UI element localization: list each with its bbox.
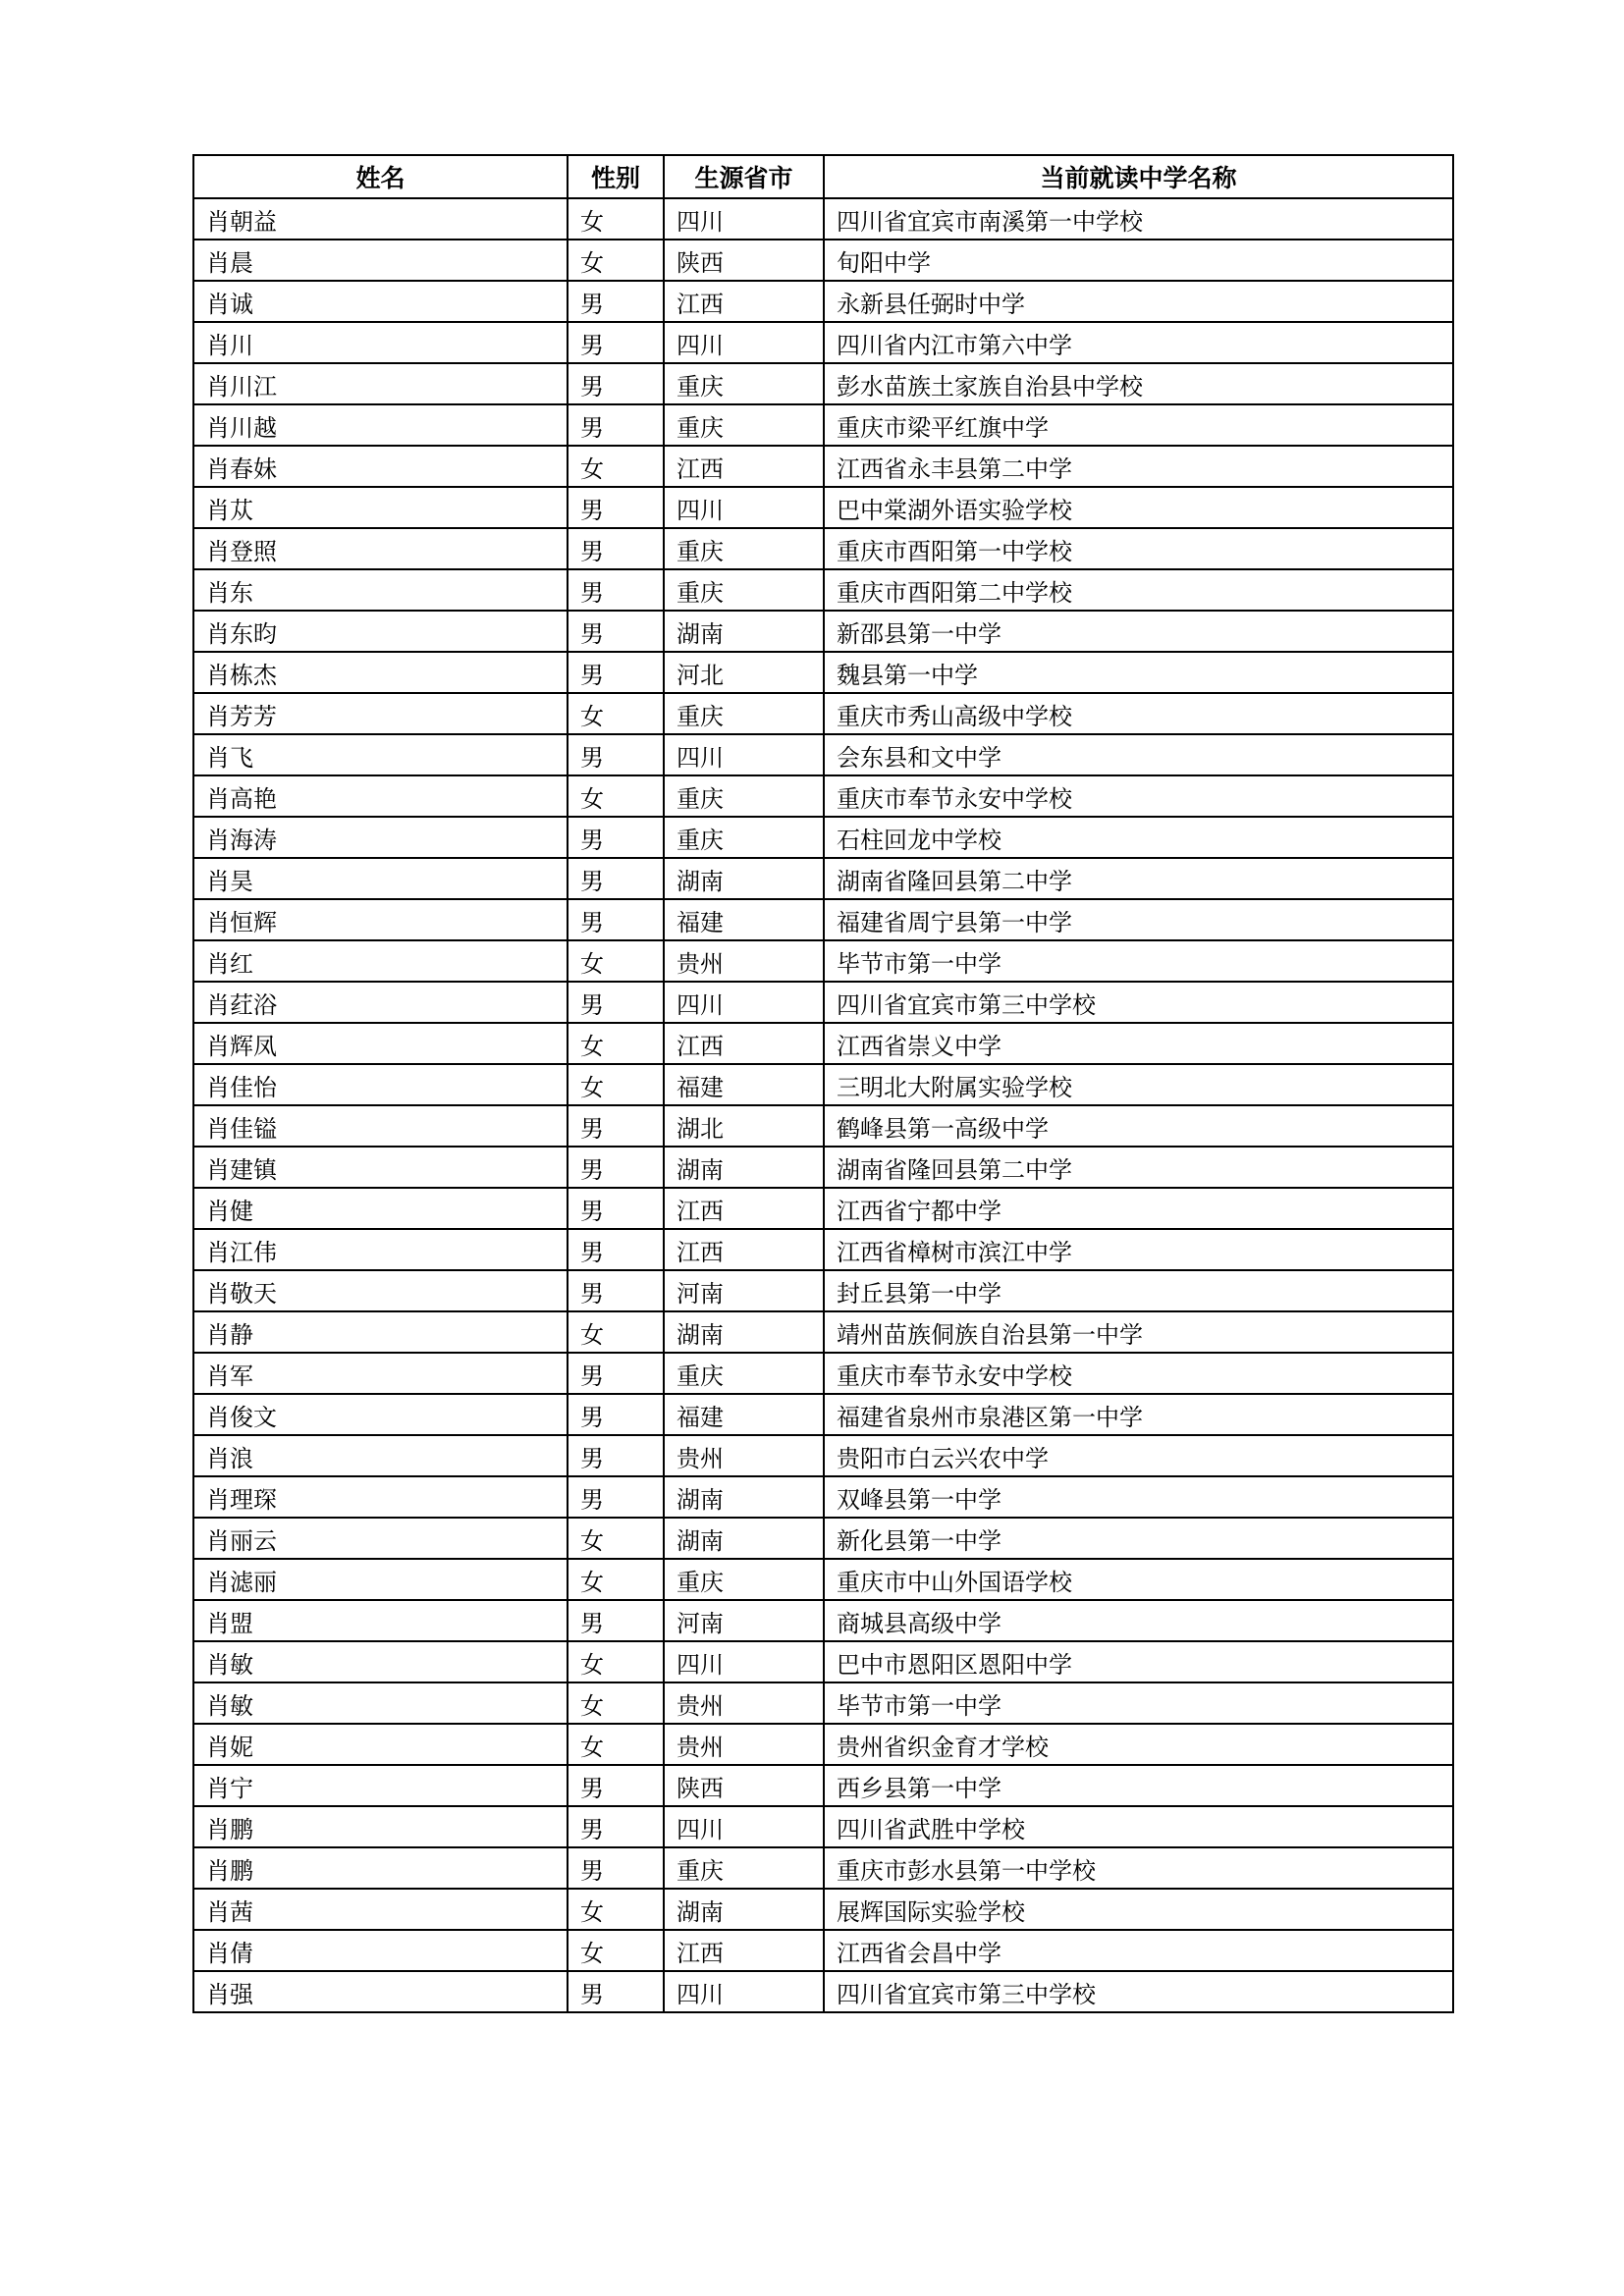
cell-gender: 男 <box>568 899 664 940</box>
table-row <box>193 817 1453 858</box>
cell-school: 双峰县第一中学 <box>824 1476 1453 1518</box>
table-row <box>193 982 1453 1023</box>
cell-name: 肖栋杰 <box>193 652 568 693</box>
table-row <box>193 1270 1453 1311</box>
cell-province: 河南 <box>664 1600 824 1641</box>
table-row <box>193 1682 1453 1724</box>
cell-province: 湖南 <box>664 1147 824 1188</box>
cell-province: 贵州 <box>664 1724 824 1765</box>
cell-name: 肖川越 <box>193 404 568 446</box>
cell-province: 陕西 <box>664 240 824 281</box>
cell-name: 肖浪 <box>193 1435 568 1476</box>
table-row <box>193 775 1453 817</box>
cell-gender: 女 <box>568 1064 664 1105</box>
cell-name: 肖静 <box>193 1311 568 1353</box>
cell-name: 肖建镇 <box>193 1147 568 1188</box>
cell-name: 肖晨 <box>193 240 568 281</box>
cell-name: 肖江伟 <box>193 1229 568 1270</box>
table-row <box>193 1394 1453 1435</box>
table-row <box>193 1147 1453 1188</box>
cell-school: 福建省泉州市泉港区第一中学 <box>824 1394 1453 1435</box>
cell-gender: 女 <box>568 1023 664 1064</box>
cell-name: 肖敬天 <box>193 1270 568 1311</box>
cell-school: 福建省周宁县第一中学 <box>824 899 1453 940</box>
table-row <box>193 1435 1453 1476</box>
cell-name: 肖飞 <box>193 734 568 775</box>
cell-gender: 女 <box>568 446 664 487</box>
cell-gender: 男 <box>568 1188 664 1229</box>
cell-school: 四川省内江市第六中学 <box>824 322 1453 363</box>
cell-gender: 男 <box>568 1353 664 1394</box>
cell-school: 巴中棠湖外语实验学校 <box>824 487 1453 528</box>
cell-gender: 男 <box>568 1847 664 1889</box>
cell-province: 江西 <box>664 281 824 322</box>
cell-gender: 女 <box>568 1518 664 1559</box>
cell-gender: 男 <box>568 569 664 611</box>
cell-name: 肖红 <box>193 940 568 982</box>
cell-school: 重庆市彭水县第一中学校 <box>824 1847 1453 1889</box>
cell-gender: 女 <box>568 1930 664 1971</box>
table-row <box>193 1641 1453 1682</box>
cell-school: 重庆市酉阳第二中学校 <box>824 569 1453 611</box>
cell-name: 肖荭浴 <box>193 982 568 1023</box>
cell-province: 江西 <box>664 1930 824 1971</box>
cell-gender: 女 <box>568 1641 664 1682</box>
cell-school: 巴中市恩阳区恩阳中学 <box>824 1641 1453 1682</box>
cell-province: 四川 <box>664 198 824 240</box>
cell-province: 江西 <box>664 1023 824 1064</box>
cell-name: 肖丽云 <box>193 1518 568 1559</box>
cell-province: 四川 <box>664 1806 824 1847</box>
cell-province: 重庆 <box>664 1353 824 1394</box>
cell-gender: 女 <box>568 1311 664 1353</box>
cell-province: 福建 <box>664 1064 824 1105</box>
cell-name: 肖苁 <box>193 487 568 528</box>
table-row <box>193 1559 1453 1600</box>
cell-province: 江西 <box>664 446 824 487</box>
cell-name: 肖鹏 <box>193 1806 568 1847</box>
cell-name: 肖茜 <box>193 1889 568 1930</box>
cell-name: 肖军 <box>193 1353 568 1394</box>
cell-gender: 女 <box>568 693 664 734</box>
table-row <box>193 1724 1453 1765</box>
cell-school: 重庆市梁平红旗中学 <box>824 404 1453 446</box>
table-row <box>193 693 1453 734</box>
cell-province: 湖南 <box>664 1476 824 1518</box>
cell-school: 会东县和文中学 <box>824 734 1453 775</box>
cell-gender: 男 <box>568 817 664 858</box>
cell-name: 肖朝益 <box>193 198 568 240</box>
cell-school: 江西省会昌中学 <box>824 1930 1453 1971</box>
cell-province: 重庆 <box>664 817 824 858</box>
cell-name: 肖俊文 <box>193 1394 568 1435</box>
table-row <box>193 322 1453 363</box>
cell-gender: 男 <box>568 1229 664 1270</box>
student-roster-table <box>192 154 1454 2013</box>
table-row <box>193 1930 1453 1971</box>
cell-name: 肖川江 <box>193 363 568 404</box>
cell-gender: 女 <box>568 1889 664 1930</box>
cell-name: 肖盟 <box>193 1600 568 1641</box>
table-row <box>193 1806 1453 1847</box>
cell-province: 重庆 <box>664 569 824 611</box>
cell-school: 永新县任弼时中学 <box>824 281 1453 322</box>
table-row <box>193 652 1453 693</box>
cell-gender: 男 <box>568 404 664 446</box>
table-row <box>193 1518 1453 1559</box>
cell-school: 江西省永丰县第二中学 <box>824 446 1453 487</box>
cell-province: 重庆 <box>664 693 824 734</box>
table-row <box>193 1229 1453 1270</box>
cell-school: 四川省宜宾市第三中学校 <box>824 1971 1453 2012</box>
cell-gender: 男 <box>568 1435 664 1476</box>
cell-school: 贵州省织金育才学校 <box>824 1724 1453 1765</box>
cell-school: 湖南省隆回县第二中学 <box>824 1147 1453 1188</box>
cell-name: 肖东昀 <box>193 611 568 652</box>
cell-name: 肖高艳 <box>193 775 568 817</box>
cell-school: 四川省宜宾市南溪第一中学校 <box>824 198 1453 240</box>
cell-name: 肖理琛 <box>193 1476 568 1518</box>
cell-province: 贵州 <box>664 1435 824 1476</box>
cell-school: 江西省宁都中学 <box>824 1188 1453 1229</box>
cell-gender: 男 <box>568 1765 664 1806</box>
cell-province: 四川 <box>664 1971 824 2012</box>
header-province: 生源省市 <box>664 155 824 198</box>
cell-school: 重庆市秀山高级中学校 <box>824 693 1453 734</box>
cell-gender: 男 <box>568 1806 664 1847</box>
cell-province: 河北 <box>664 652 824 693</box>
table-row <box>193 569 1453 611</box>
cell-province: 四川 <box>664 1641 824 1682</box>
table-row <box>193 734 1453 775</box>
table-row <box>193 281 1453 322</box>
cell-gender: 男 <box>568 1147 664 1188</box>
cell-school: 毕节市第一中学 <box>824 1682 1453 1724</box>
cell-name: 肖登照 <box>193 528 568 569</box>
cell-gender: 男 <box>568 363 664 404</box>
table-row <box>193 611 1453 652</box>
cell-province: 江西 <box>664 1188 824 1229</box>
cell-province: 湖南 <box>664 858 824 899</box>
table-row <box>193 1889 1453 1930</box>
cell-province: 重庆 <box>664 775 824 817</box>
cell-province: 江西 <box>664 1229 824 1270</box>
table-header-row <box>193 155 1453 198</box>
cell-school: 江西省崇义中学 <box>824 1023 1453 1064</box>
table-row <box>193 1311 1453 1353</box>
cell-school: 重庆市中山外国语学校 <box>824 1559 1453 1600</box>
header-school: 当前就读中学名称 <box>824 155 1453 198</box>
cell-gender: 男 <box>568 1600 664 1641</box>
cell-province: 湖北 <box>664 1105 824 1147</box>
cell-gender: 男 <box>568 858 664 899</box>
cell-school: 靖州苗族侗族自治县第一中学 <box>824 1311 1453 1353</box>
cell-gender: 男 <box>568 487 664 528</box>
cell-province: 重庆 <box>664 528 824 569</box>
cell-province: 贵州 <box>664 940 824 982</box>
table-row <box>193 1971 1453 2012</box>
cell-province: 贵州 <box>664 1682 824 1724</box>
cell-name: 肖鹏 <box>193 1847 568 1889</box>
table-row <box>193 899 1453 940</box>
table-row <box>193 1476 1453 1518</box>
cell-province: 重庆 <box>664 1559 824 1600</box>
cell-name: 肖诚 <box>193 281 568 322</box>
table-row <box>193 198 1453 240</box>
cell-province: 重庆 <box>664 363 824 404</box>
cell-school: 毕节市第一中学 <box>824 940 1453 982</box>
cell-province: 河南 <box>664 1270 824 1311</box>
cell-province: 四川 <box>664 982 824 1023</box>
cell-school: 西乡县第一中学 <box>824 1765 1453 1806</box>
cell-name: 肖健 <box>193 1188 568 1229</box>
cell-name: 肖恒辉 <box>193 899 568 940</box>
table-row <box>193 528 1453 569</box>
cell-gender: 女 <box>568 240 664 281</box>
table-body <box>193 198 1453 2012</box>
table-row <box>193 1188 1453 1229</box>
cell-gender: 男 <box>568 1105 664 1147</box>
cell-school: 封丘县第一中学 <box>824 1270 1453 1311</box>
table-row <box>193 1600 1453 1641</box>
cell-name: 肖敏 <box>193 1682 568 1724</box>
cell-name: 肖芳芳 <box>193 693 568 734</box>
cell-school: 重庆市奉节永安中学校 <box>824 1353 1453 1394</box>
table-row <box>193 240 1453 281</box>
cell-gender: 男 <box>568 652 664 693</box>
cell-name: 肖春妹 <box>193 446 568 487</box>
cell-name: 肖川 <box>193 322 568 363</box>
cell-gender: 女 <box>568 775 664 817</box>
cell-gender: 男 <box>568 1394 664 1435</box>
cell-school: 四川省宜宾市第三中学校 <box>824 982 1453 1023</box>
cell-gender: 男 <box>568 982 664 1023</box>
cell-name: 肖辉凤 <box>193 1023 568 1064</box>
cell-gender: 女 <box>568 198 664 240</box>
cell-school: 三明北大附属实验学校 <box>824 1064 1453 1105</box>
table-row <box>193 858 1453 899</box>
cell-province: 重庆 <box>664 404 824 446</box>
cell-name: 肖滤丽 <box>193 1559 568 1600</box>
cell-gender: 女 <box>568 1559 664 1600</box>
cell-province: 湖南 <box>664 1311 824 1353</box>
cell-school: 重庆市奉节永安中学校 <box>824 775 1453 817</box>
cell-name: 肖东 <box>193 569 568 611</box>
cell-gender: 男 <box>568 611 664 652</box>
cell-gender: 男 <box>568 322 664 363</box>
cell-name: 肖佳怡 <box>193 1064 568 1105</box>
cell-province: 福建 <box>664 899 824 940</box>
header-gender: 性别 <box>568 155 664 198</box>
cell-province: 四川 <box>664 487 824 528</box>
cell-name: 肖敏 <box>193 1641 568 1682</box>
cell-province: 陕西 <box>664 1765 824 1806</box>
table-row <box>193 487 1453 528</box>
cell-school: 旬阳中学 <box>824 240 1453 281</box>
cell-school: 魏县第一中学 <box>824 652 1453 693</box>
cell-name: 肖宁 <box>193 1765 568 1806</box>
cell-school: 江西省樟树市滨江中学 <box>824 1229 1453 1270</box>
cell-school: 四川省武胜中学校 <box>824 1806 1453 1847</box>
cell-name: 肖妮 <box>193 1724 568 1765</box>
table-row <box>193 363 1453 404</box>
cell-gender: 男 <box>568 1476 664 1518</box>
cell-province: 湖南 <box>664 1518 824 1559</box>
cell-school: 新邵县第一中学 <box>824 611 1453 652</box>
table-row <box>193 1847 1453 1889</box>
cell-school: 重庆市酉阳第一中学校 <box>824 528 1453 569</box>
table-row <box>193 940 1453 982</box>
cell-school: 展辉国际实验学校 <box>824 1889 1453 1930</box>
cell-school: 彭水苗族土家族自治县中学校 <box>824 363 1453 404</box>
cell-province: 湖南 <box>664 1889 824 1930</box>
table-row <box>193 1765 1453 1806</box>
cell-province: 湖南 <box>664 611 824 652</box>
cell-name: 肖佳镒 <box>193 1105 568 1147</box>
table-row <box>193 1353 1453 1394</box>
cell-gender: 女 <box>568 940 664 982</box>
table-row <box>193 404 1453 446</box>
cell-school: 商城县高级中学 <box>824 1600 1453 1641</box>
table-row <box>193 1105 1453 1147</box>
cell-gender: 女 <box>568 1682 664 1724</box>
cell-name: 肖倩 <box>193 1930 568 1971</box>
cell-gender: 男 <box>568 281 664 322</box>
cell-school: 石柱回龙中学校 <box>824 817 1453 858</box>
cell-name: 肖强 <box>193 1971 568 2012</box>
cell-province: 四川 <box>664 322 824 363</box>
table-row <box>193 1023 1453 1064</box>
cell-province: 福建 <box>664 1394 824 1435</box>
table-row <box>193 446 1453 487</box>
cell-school: 鹤峰县第一高级中学 <box>824 1105 1453 1147</box>
cell-name: 肖海涛 <box>193 817 568 858</box>
cell-gender: 男 <box>568 528 664 569</box>
cell-school: 湖南省隆回县第二中学 <box>824 858 1453 899</box>
cell-province: 四川 <box>664 734 824 775</box>
cell-gender: 女 <box>568 1724 664 1765</box>
table-row <box>193 1064 1453 1105</box>
cell-school: 贵阳市白云兴农中学 <box>824 1435 1453 1476</box>
cell-gender: 男 <box>568 1971 664 2012</box>
cell-name: 肖昊 <box>193 858 568 899</box>
cell-gender: 男 <box>568 734 664 775</box>
header-name: 姓名 <box>193 155 568 198</box>
cell-gender: 男 <box>568 1270 664 1311</box>
cell-school: 新化县第一中学 <box>824 1518 1453 1559</box>
cell-province: 重庆 <box>664 1847 824 1889</box>
